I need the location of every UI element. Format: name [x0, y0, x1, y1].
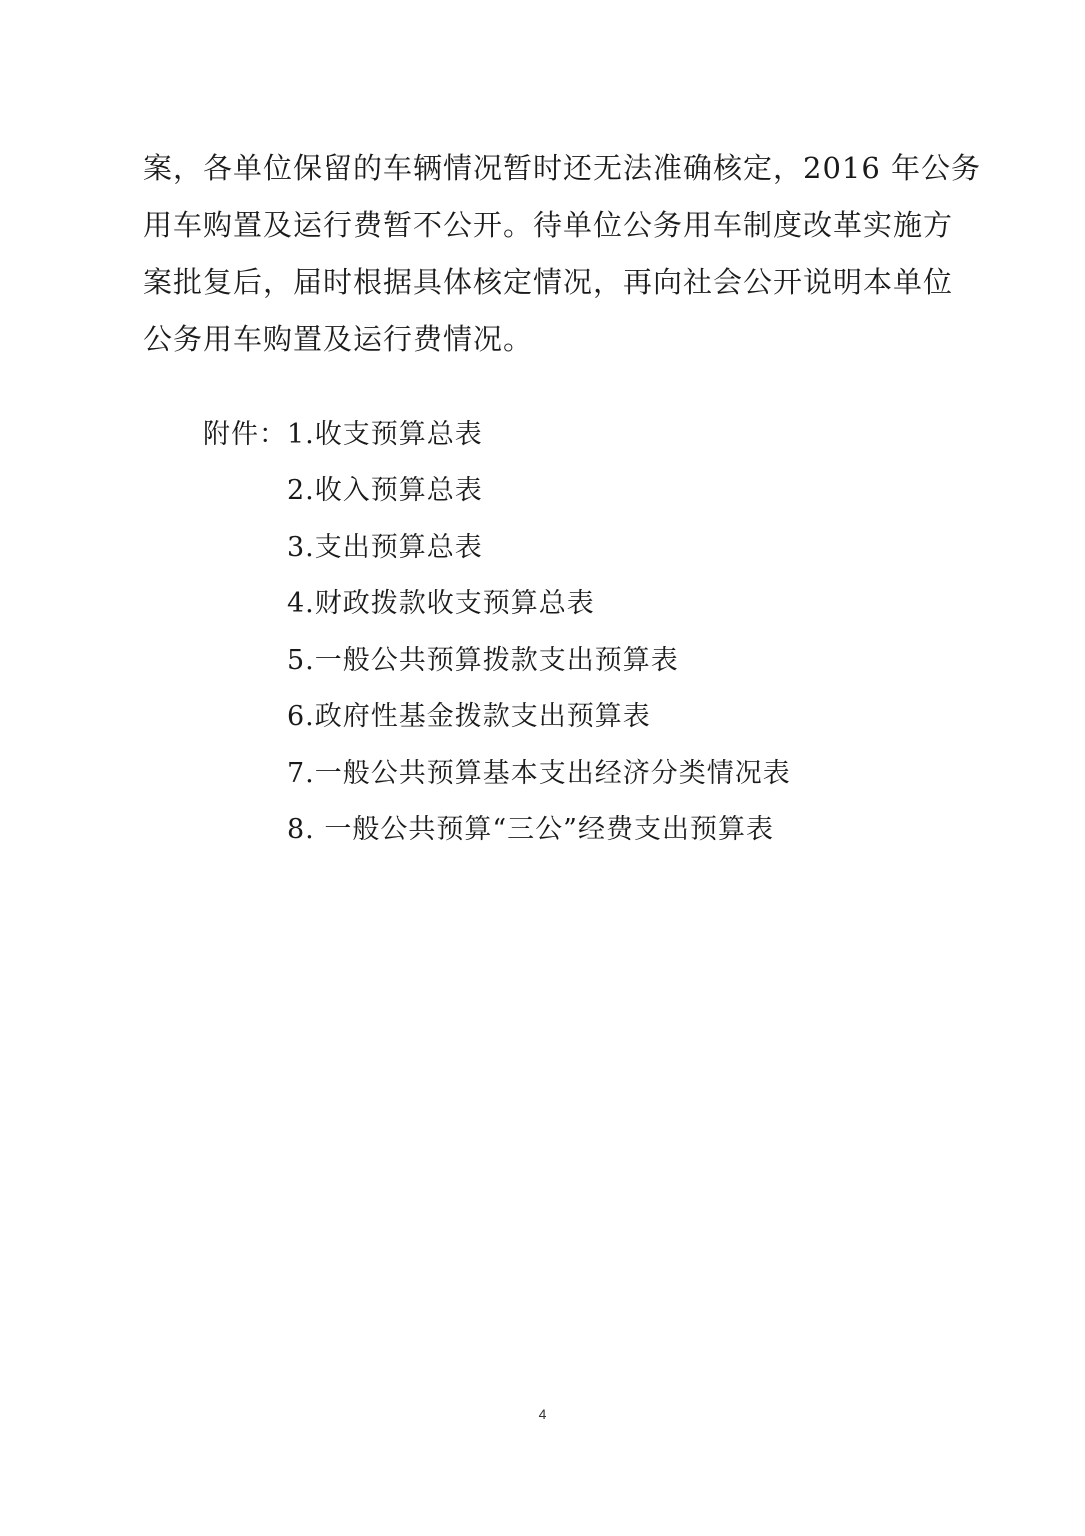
attachment-item: 3.支出预算总表: [287, 532, 483, 563]
body-paragraph: [143, 146, 982, 374]
paragraph-line: 用车购置及运行费暂不公开。待单位公务用车制度改革实施方: [143, 208, 954, 242]
paragraph-line: 案批复后，届时根据具体核定情况，再向社会公开说明本单位: [143, 265, 954, 299]
page-number: 4: [538, 1406, 547, 1422]
attachment-item: 6.政府性基金拨款支出预算表: [287, 701, 651, 732]
paragraph-line: 案，各单位保留的车辆情况暂时还无法准确核定，2016 年公务: [143, 151, 982, 185]
attachment-item: 2.收入预算总表: [287, 475, 483, 506]
attachment-item: 5.一般公共预算拨款支出预算表: [287, 645, 679, 676]
attachment-label: 附件：: [203, 419, 287, 450]
attachment-item: 8. 一般公共预算“三公”经费支出预算表: [287, 814, 774, 845]
attachment-item: 1.收支预算总表: [287, 419, 483, 450]
attachment-item: 7.一般公共预算基本支出经济分类情况表: [287, 758, 791, 789]
paragraph-line: 公务用车购置及运行费情况。: [143, 322, 534, 356]
attachment-item: 4.财政拨款收支预算总表: [287, 588, 595, 619]
